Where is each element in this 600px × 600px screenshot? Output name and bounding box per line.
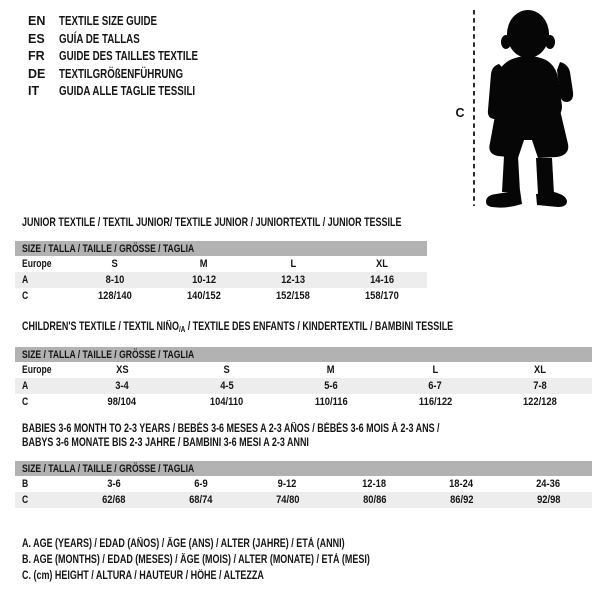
table-cell: 122/128: [522, 396, 557, 408]
language-title: GUÍA DE TALLAS: [59, 31, 140, 46]
table-cell: 80/86: [362, 494, 387, 506]
babies-size-table: [15, 461, 592, 508]
row-label: B: [22, 478, 29, 490]
table-cell: 7-8: [533, 380, 547, 392]
table-cell: 104/110: [209, 396, 244, 408]
table-cell: 92/98: [536, 494, 561, 506]
table-cell: 110/116: [314, 396, 348, 408]
table-cell: 116/122: [418, 396, 453, 408]
table-cell: 12-13: [281, 274, 306, 286]
table-cell: 8-10: [105, 274, 124, 286]
table-row-months: [15, 476, 592, 492]
table-cell: 74/80: [275, 494, 300, 506]
baby-silhouette-icon: [466, 6, 580, 208]
row-label: A: [22, 274, 29, 286]
language-code: EN: [28, 14, 46, 28]
baby-silhouette: [486, 10, 573, 208]
language-row: [28, 83, 237, 101]
babies-table-title-line2: BABYS 3-6 MONATE BIS 2-3 JAHRE / BAMBINI 3-6 MESI A 2-3 ANNI: [22, 436, 309, 449]
language-title: GUIDA ALLE TAGLIE TESSILI: [59, 84, 196, 98]
size-header-bar: [15, 241, 427, 256]
table-row-age: [15, 272, 427, 288]
children-size-table: [15, 347, 592, 410]
language-title: TEXTILE SIZE GUIDE: [59, 14, 158, 28]
language-code: DE: [28, 66, 46, 81]
junior-table-title-text: JUNIOR TEXTILE / TEXTIL JUNIOR/ TEXTILE JUNIOR / JUNIORTEXTIL / JUNIOR TESSILE: [22, 217, 402, 229]
table-cell: L: [432, 364, 439, 376]
table-row-height: [15, 288, 427, 304]
table-cell: 86/92: [449, 494, 474, 506]
table-cell: 12-18: [362, 478, 387, 490]
language-code: FR: [28, 49, 45, 63]
table-cell: 128/140: [97, 290, 132, 302]
language-title: GUIDE DES TAILLES TEXTILE: [59, 49, 199, 63]
table-cell: 3-4: [115, 380, 129, 392]
legend: [22, 536, 468, 585]
size-header-label: SIZE / TALLA / TAILLE / GRÖSSE / TAGLIA: [22, 242, 195, 255]
babies-table-title-line1: BABIES 3-6 MONTH TO 2-3 YEARS / BEBÉS 3-6 MESES A 2-3 AÑOS / BÉBÉS 3-6 MOIS À 2-3 ANS /: [22, 423, 440, 435]
legend-line-age-years: A. AGE (YEARS) / EDAD (AÑOS) / ÂGE (ANS) / ALTER (JAHRE) / ETÀ (ANNI): [22, 538, 345, 550]
table-cell: L: [290, 258, 296, 270]
size-header-label: SIZE / TALLA / TAILLE / GRÖSSE / TAGLIA: [22, 462, 195, 475]
table-cell: 6-9: [193, 478, 208, 490]
table-cell: 140/152: [186, 290, 221, 302]
table-row-europe: [15, 256, 427, 272]
legend-line-height: C. (cm) HEIGHT / ALTURA / HAUTEUR / HÖHE / ALTEZZA: [22, 570, 264, 583]
language-row: [28, 13, 237, 31]
table-cell: 5-6: [324, 380, 338, 392]
table-cell: 18-24: [449, 478, 474, 490]
table-row-height: [15, 492, 592, 508]
legend-line-age-months: B. AGE (MONTHS) / EDAD (MESES) / ÂGE (MOIS) / ALTER (MONATE) / ETÀ (MESI): [22, 554, 370, 567]
language-row: [28, 31, 237, 49]
language-title-list: [28, 13, 237, 101]
table-cell: 10-12: [191, 274, 216, 286]
row-label: C: [22, 396, 29, 408]
language-row: [28, 66, 237, 84]
row-label: C: [22, 290, 29, 302]
language-code: IT: [28, 84, 40, 98]
junior-size-table: [15, 241, 427, 304]
language-code: ES: [28, 31, 45, 46]
table-cell: S: [111, 258, 118, 270]
table-cell: 98/104: [107, 396, 137, 408]
size-header-bar: [15, 347, 592, 362]
table-cell: 152/158: [276, 290, 311, 302]
size-header-label: SIZE / TALLA / TAILLE / GRÖSSE / TAGLIA: [22, 348, 195, 361]
title-subscript: /A: [178, 325, 186, 334]
children-table-title-text: CHILDREN'S TEXTILE / TEXTIL NIÑO/A / TEXTILE DES ENFANTS / KINDERTEXTIL / BAMBINI TESSILE: [22, 321, 454, 334]
table-cell: 6-7: [428, 380, 443, 392]
size-header-bar: [15, 461, 592, 476]
children-table-title: [22, 321, 575, 335]
row-label: C: [22, 494, 29, 506]
junior-table-title: [22, 217, 508, 231]
table-cell: XS: [115, 364, 129, 376]
language-title: TEXTILGRÖßENFÜHRUNG: [59, 66, 184, 81]
table-cell: XL: [376, 258, 389, 270]
language-row: [28, 48, 237, 66]
row-label: A: [22, 380, 29, 392]
table-row-height: [15, 394, 592, 410]
table-cell: 4-5: [219, 380, 234, 392]
row-label: Europe: [22, 364, 52, 376]
table-cell: 62/68: [101, 494, 126, 506]
row-label: Europe: [22, 258, 52, 270]
table-cell: 9-12: [278, 478, 297, 490]
table-cell: XL: [533, 364, 546, 376]
table-row-age: [15, 378, 592, 394]
table-cell: 24-36: [536, 478, 561, 490]
table-cell: 14-16: [370, 274, 395, 286]
table-cell: 3-6: [106, 478, 121, 490]
height-label: C: [455, 106, 465, 120]
table-cell: 68/74: [188, 494, 213, 506]
table-cell: 158/170: [365, 290, 400, 302]
babies-table-title: [22, 423, 557, 450]
table-cell: M: [327, 364, 335, 376]
table-row-europe: [15, 362, 592, 378]
table-cell: M: [199, 258, 208, 270]
table-cell: S: [223, 364, 230, 376]
